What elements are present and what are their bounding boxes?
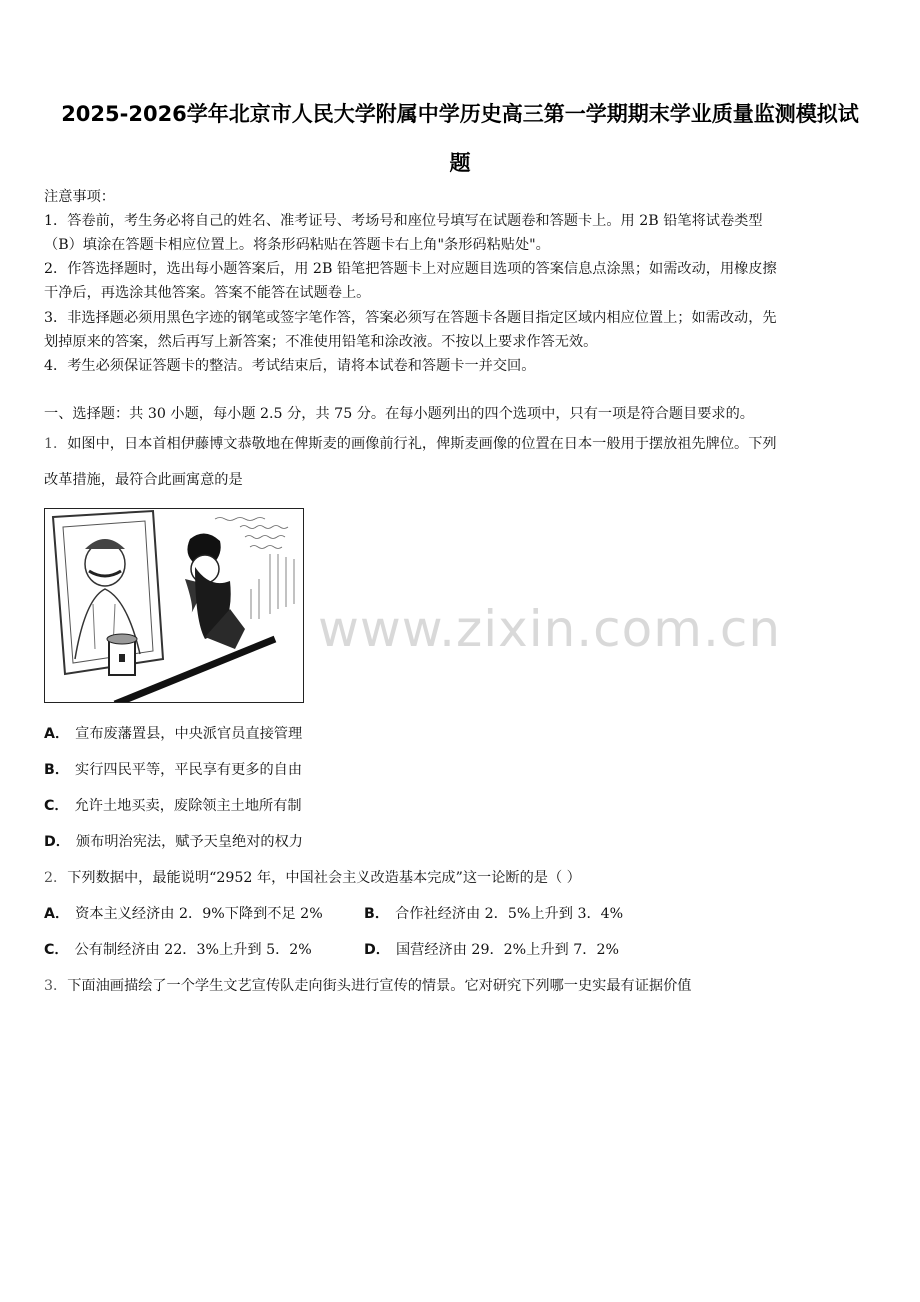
question-number: 2． <box>44 870 68 886</box>
option-text: 颁布明治宪法，赋予天皇绝对的权力 <box>75 834 303 850</box>
option-label: D． <box>44 834 70 850</box>
option-text: 宣布废藩置县，中央派官员直接管理 <box>75 726 303 742</box>
question-text: 如图中，日本首相伊藤博文恭敬地在俾斯麦的画像前行礼，俾斯麦画像的位置在日本一般用于摆放祖先牌位。下列 <box>67 436 777 452</box>
option-text: 资本主义经济由 2．9%下降到不足 2% <box>75 906 323 922</box>
question-number: 1． <box>44 436 68 452</box>
notice-line: 3．非选择题必须用黑色字迹的钢笔或签字笔作答，答案必须写在答题卡各题目指定区域内相应位置上；如需改动，先 <box>44 310 777 326</box>
notice-heading: 注意事项： <box>44 189 115 205</box>
notice-line: 4．考生必须保证答题卡的整洁。考试结束后，请将本试卷和答题卡一并交回。 <box>44 358 536 374</box>
question-1-stem <box>44 434 777 454</box>
option-d <box>364 940 619 960</box>
option-label: B． <box>44 762 70 778</box>
option-b <box>364 904 623 924</box>
option-d <box>44 832 303 852</box>
notice-line: 1．答卷前，考生务必将自己的姓名、准考证号、考场号和座位号填写在试题卷和答题卡上。用 2B 铅笔将试卷类型 <box>44 213 763 229</box>
option-text: 允许土地买卖，废除领主土地所有制 <box>74 798 302 814</box>
question-2-stem <box>44 868 581 888</box>
caricature-figure <box>44 508 304 703</box>
option-label: C． <box>44 798 69 814</box>
question-text: 下列数据中，最能说明“2952 年，中国社会主义改造基本完成”这一论断的是（ ） <box>67 870 581 886</box>
watermark: www.zixin.com.cn <box>318 600 782 658</box>
option-c <box>44 940 312 960</box>
notice-line: 干净后，再选涂其他答案。答案不能答在试题卷上。 <box>44 285 371 301</box>
question-text: 下面油画描绘了一个学生文艺宣传队走向街头进行宣传的情景。它对研究下列哪一史实最有证据价值 <box>67 978 692 994</box>
option-b <box>44 760 302 780</box>
page-title: 2025-2026学年北京市人民大学附属中学历史高三第一学期期末学业质量监测模拟试 <box>61 102 859 126</box>
option-a <box>44 904 323 924</box>
section-header: 一、选择题：共 30 小题，每小题 2.5 分，共 75 分。在每小题列出的四个选项中，只有一项是符合题目要求的。 <box>44 406 754 422</box>
question-number: 3． <box>44 978 68 994</box>
question-1-stem-continued: 改革措施，最符合此画寓意的是 <box>44 472 243 488</box>
option-label: C． <box>44 942 69 958</box>
question-3-stem <box>44 976 691 996</box>
option-label: B． <box>364 906 390 922</box>
option-label: D． <box>364 942 390 958</box>
notice-line: （B）填涂在答题卡相应位置上。将条形码粘贴在答题卡右上角"条形码粘贴处"。 <box>44 237 550 253</box>
option-label: A． <box>44 726 70 742</box>
notice-line: 2．作答选择题时，选出每小题答案后，用 2B 铅笔把答题卡上对应题目选项的答案信息点涂黑；如需改动，用橡皮擦 <box>44 261 777 277</box>
option-text: 实行四民平等，平民享有更多的自由 <box>75 762 303 778</box>
option-a <box>44 724 302 744</box>
notice-line: 划掉原来的答案，然后再写上新答案；不准使用铅笔和涂改液。不按以上要求作答无效。 <box>44 334 598 350</box>
option-c <box>44 796 302 816</box>
option-text: 公有制经济由 22．3%上升到 5．2% <box>74 942 312 958</box>
page-title-continued: 题 <box>449 151 471 175</box>
option-label: A． <box>44 906 70 922</box>
option-text: 合作社经济由 2．5%上升到 3．4% <box>395 906 624 922</box>
caricature-drawing <box>45 509 304 703</box>
option-text: 国营经济由 29．2%上升到 7．2% <box>395 942 619 958</box>
